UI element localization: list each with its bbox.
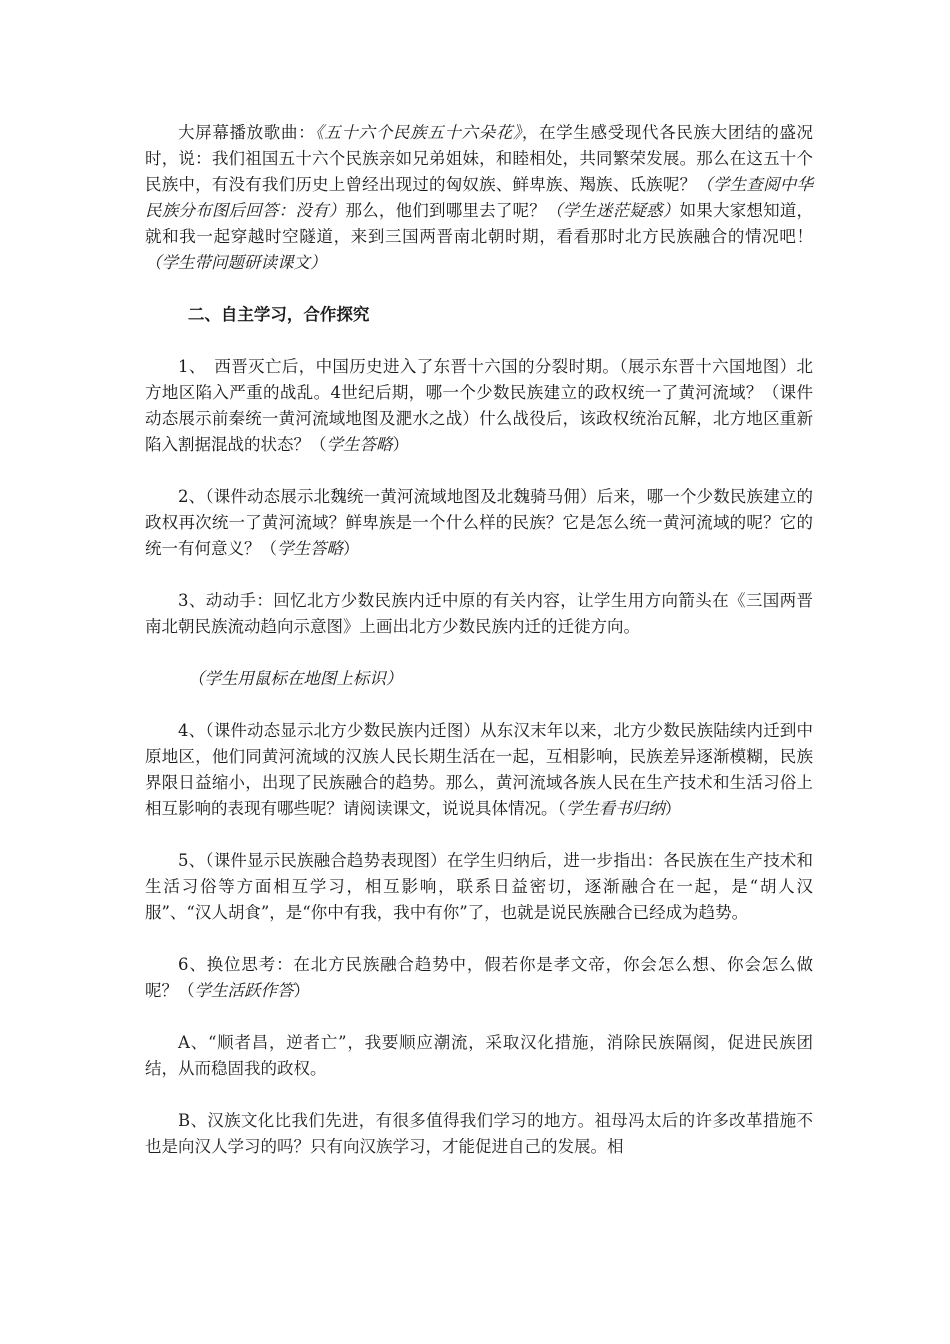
- item-1-text: 1、 西晋灭亡后，中国历史进入了东晋十六国的分裂时期。（展示东晋十六国地图）北方地区陷入严重的战乱。4世纪后期，哪一个少数民族建立的政权统一了黄河流域？（课件动态展示前秦统一黄河流域地图及淝水之战）什么战役后，该政权统治瓦解，北方地区重新陷入割据混战的状态？（: [145, 357, 813, 454]
- intro-text-4: 那么，他们到哪里去了呢？: [345, 201, 546, 220]
- item-6-note: 学生活跃作答: [194, 981, 294, 1000]
- document-body: [145, 120, 813, 1186]
- answer-b-paragraph: B、汉族文化比我们先进，有很多值得我们学习的地方。祖母冯太后的许多改革措施不也是向汉人学习的吗？只有向汉族学习，才能促进自己的发展。相: [145, 1111, 813, 1156]
- item-4-text: 4、（课件动态显示北方少数民族内迁图）从东汉末年以来，北方少数民族陆续内迁到中原地区，他们同黄河流域的汉族人民长期生活在一起，互相影响，民族差异逐渐模糊，民族界限日益缩小，出现了民族融合的趋势。那么，黄河流域各族人民在生产技术和生活习俗上相互影响的表现有哪些呢？请阅读课文，说说具体情况。（: [145, 721, 813, 818]
- answer-a-paragraph: A、“顺者昌，逆者亡”，我要顺应潮流，采取汉化措施，消除民族隔阂，促进民族团结，从而稳固我的政权。: [145, 1033, 813, 1078]
- item-2-text: 2、（课件动态展示北魏统一黄河流域地图及北魏骑马佣）后来，哪一个少数民族建立的政权再次统一了黄河流域？鲜卑族是一个什么样的民族？它是怎么统一黄河流域的呢？它的统一有何意义？（: [145, 487, 813, 558]
- item-2-end: ）: [343, 539, 360, 558]
- item-4-paragraph: [145, 718, 813, 822]
- student-note-2: （学生迷茫疑惑）: [545, 201, 680, 220]
- item-4-note: 学生看书归纳: [565, 799, 665, 818]
- intro-text-5: 如果大家想知道，就和我一起穿越时空隧道，来到三国两晋南北朝时期，看看那时北方民族融合的情况吧！: [145, 201, 814, 246]
- intro-text-1: 大屏幕播放歌曲：: [178, 123, 316, 142]
- intro-paragraph: [145, 120, 813, 276]
- item-1-end: ）: [392, 435, 409, 454]
- item-2-note: 学生答略: [277, 539, 343, 558]
- student-note-3: （学生带问题研读课文）: [145, 253, 327, 272]
- item-3-paragraph: [145, 588, 813, 640]
- intro-text-3: ，在学生感受现代各民族大团结的盛况时，说：我们祖国五十六个民族亲如兄弟姐妹，和睦相处，共同繁荣发展。那么在这五十个民族中，有没有我们历史上曾经出现过的匈奴族、鲜卑族、羯族、氐族呢？: [145, 123, 814, 194]
- song-title: 《五十六个民族五十六朵花》: [315, 123, 522, 142]
- student-note-1: （学生查阅中华民族分布图后回答：没有）: [145, 175, 814, 220]
- item-1-paragraph: [145, 354, 813, 458]
- item-6-paragraph: [145, 952, 813, 1004]
- item-6-end: ）: [293, 981, 310, 1000]
- item-4-end: ）: [664, 799, 682, 818]
- item-6-text: 6、换位思考：在北方民族融合趋势中，假若你是孝文帝，你会怎么想、你会怎么做呢？（: [145, 955, 813, 1000]
- section-heading: 二、自主学习，合作探究: [187, 305, 370, 324]
- item-3-text: 3、动动手：回忆北方少数民族内迁中原的有关内容，让学生用方向箭头在《三国两晋南北朝民族流动趋向示意图》上画出北方少数民族内迁的迁徙方向。: [145, 591, 813, 636]
- item-3-note: （学生用鼠标在地图上标识）: [187, 669, 403, 688]
- item-5-text: 5、（课件显示民族融合趋势表现图）在学生归纳后，进一步指出：各民族在生产技术和生活习俗等方面相互学习，相互影响，联系日益密切，逐渐融合在一起，是“胡人汉服”、“汉人胡食”，是“你中有我，我中有你”了，也就是说民族融合已经成为趋势。: [145, 851, 813, 922]
- item-2-paragraph: [145, 484, 813, 562]
- item-1-note: 学生答略: [326, 435, 393, 454]
- item-5-paragraph: [145, 848, 813, 926]
